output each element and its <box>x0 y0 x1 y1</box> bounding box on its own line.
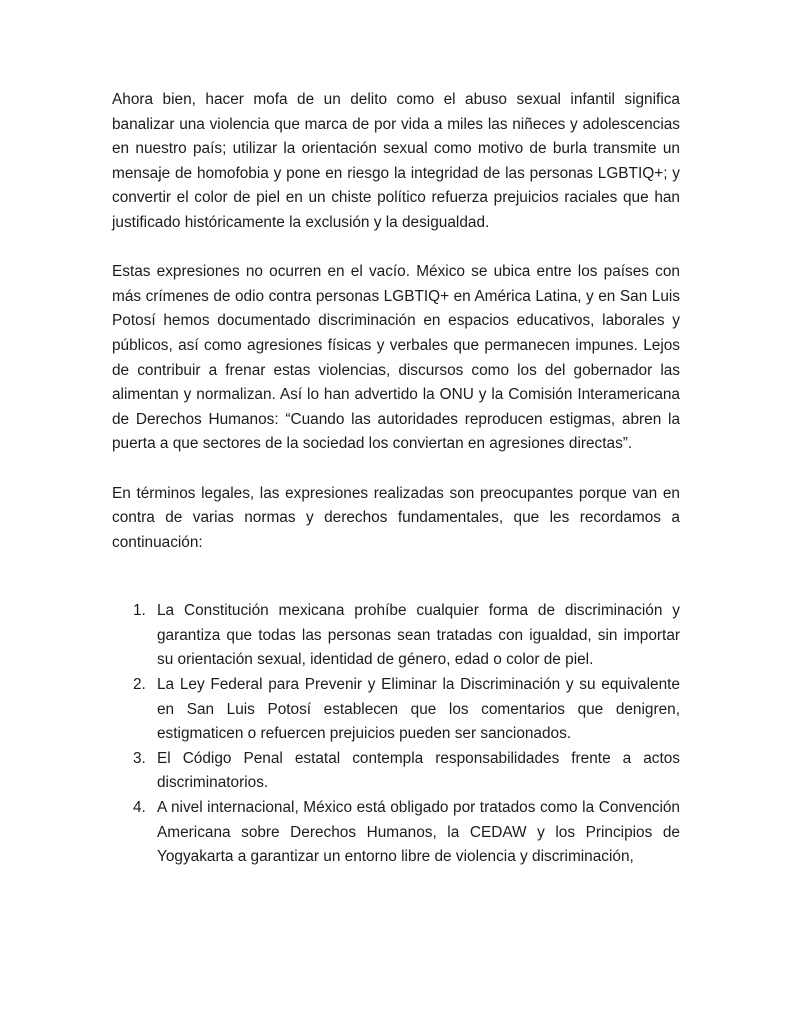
list-item-text: A nivel internacional, México está obligado por tratados como la Convención Americana sobre Derechos Humanos, la CEDAW y los Principios de Yogyakarta a garantizar un entorno libre de violencia y discriminación, <box>157 799 680 866</box>
legal-norms-list <box>112 599 680 870</box>
paragraph-mockery-consequences: Ahora bien, hacer mofa de un delito como el abuso sexual infantil significa banalizar una violencia que marca de por vida a miles las niñeces y adolescencias en nuestro país; utilizar la orientación sexual como motivo de burla transmite un mensaje de homofobia y pone en riesgo la integridad de las personas LGBTIQ+; y convertir el color de piel en un chiste político refuerza prejuicios raciales que han justificado históricamente la exclusión y la desigualdad. <box>112 91 680 231</box>
paragraph-legal-intro: En términos legales, las expresiones realizadas son preocupantes porque van en contra de varias normas y derechos fundamentales, que les recordamos a continuación: <box>112 484 680 551</box>
list-item-number: 3. <box>133 749 146 767</box>
list-item <box>133 673 680 747</box>
paragraph-hate-crimes-context: Estas expresiones no ocurren en el vacío. México se ubica entre los países con más crímenes de odio contra personas LGBTIQ+ en América Latina, y en San Luis Potosí hemos documentado discriminación en espacios educativos, laborales y públicos, así como agresiones físicas y verbales que permanecen impunes. Lejos de contribuir a frenar estas violencias, discursos como los del gobernador las alimentan y normalizan. Así lo han advertido la ONU y la Comisión Interamericana de Derechos Humanos: “Cuando las autoridades reproducen estigmas, abren la puerta a que sectores de la sociedad los conviertan en agresiones directas”. <box>112 263 680 453</box>
list-item <box>133 747 680 796</box>
list-item <box>133 796 680 870</box>
list-item-text: La Ley Federal para Prevenir y Eliminar la Discriminación y su equivalente en San Luis Potosí establecen que los comentarios que denigren, estigmaticen o refuercen prejuicios pueden ser sancionados. <box>157 676 680 743</box>
document-page <box>112 88 680 870</box>
list-item-text: La Constitución mexicana prohíbe cualquier forma de discriminación y garantiza que todas las personas sean tratadas con igualdad, sin importar su orientación sexual, identidad de género, edad o color de piel. <box>157 602 680 669</box>
list-item <box>133 599 680 673</box>
list-item-text: El Código Penal estatal contempla responsabilidades frente a actos discriminatorios. <box>157 749 680 792</box>
list-item-number: 4. <box>133 799 146 817</box>
list-item-number: 1. <box>133 602 146 620</box>
list-item-number: 2. <box>133 676 146 694</box>
